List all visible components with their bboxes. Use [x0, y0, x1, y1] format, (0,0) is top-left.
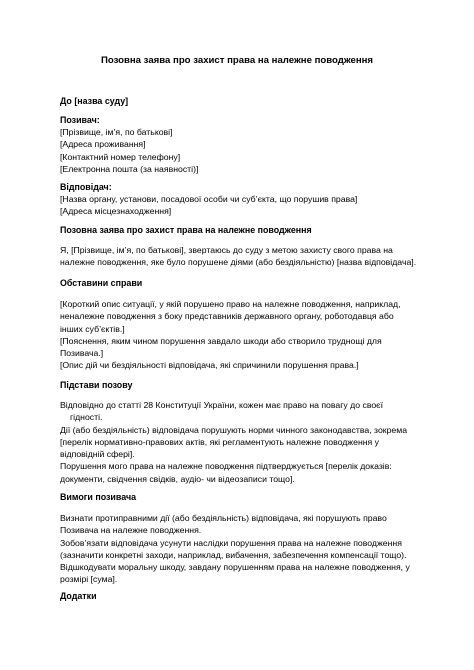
attachments-section — [60, 590, 420, 602]
plaintiff-phone: [Контактний номер телефону] — [60, 151, 181, 162]
grounds-line: Відповідно до статті 28 Конституції України, кожен має право на повагу до своєї — [60, 400, 384, 410]
claim-line: належне поводження, яке було порушене діями (або бездіяльністю) [назва відповідача]. — [60, 257, 417, 268]
demands-heading: Вимоги позивача — [60, 492, 137, 502]
circumstances-line: [Опис дій чи бездіяльності відповідача, які спричинили порушення права.] — [60, 360, 359, 371]
grounds-line: [перелік нормативно-правових актів, які регламентують належне поводження у — [60, 436, 380, 447]
demands-section — [60, 491, 420, 503]
defendant-address: [Адреса місцезнаходження] — [60, 206, 172, 217]
circumstances-line: [Короткий опис ситуації, у якій порушено право на належне поводження, наприклад, — [60, 299, 401, 309]
claim-heading: Позовна заява про захист права на належне поводження — [60, 225, 312, 235]
circumstances-section — [60, 277, 420, 289]
circumstances-heading: Обставини справи — [60, 278, 143, 288]
plaintiff-heading: Позивач: — [60, 115, 100, 125]
claim-body — [60, 244, 420, 269]
demands-line: (зазначити конкретні заходи, наприклад, вибачення, забезпечення компенсації тощо). — [60, 549, 407, 560]
grounds-heading: Підстави позову — [60, 380, 133, 390]
grounds-line: Порушення мого права на належне поводження підтверджується [перелік доказів: — [60, 461, 392, 472]
court-label: До [назва суду] — [60, 96, 129, 106]
document-title: Позовна заява про захист права на належне поводження — [100, 55, 374, 66]
grounds-line: Дії (або бездіяльність) відповідача порушують норми чинного законодавства, зокрема — [60, 424, 408, 435]
circumstances-line: неналежне поводження з боку представників державного органу, роботодавця або — [60, 311, 394, 322]
demands-body — [60, 512, 420, 586]
defendant-name: [Назва органу, установи, посадової особи чи суб’єкта, що порушив права] — [60, 194, 358, 204]
court-section — [60, 95, 420, 107]
demands-line: розмірі [сума]. — [60, 574, 118, 585]
circumstances-line: Позивача.] — [60, 348, 104, 359]
demands-line: Зобов’язати відповідача усунути наслідки порушення права на належне поводження — [60, 537, 402, 548]
demands-line: Визнати протиправними дії (або бездіяльність) відповідача, які порушують право — [60, 513, 387, 523]
grounds-body — [60, 399, 420, 485]
claim-section — [60, 224, 420, 236]
attachments-heading: Додатки — [60, 591, 97, 601]
demands-line: Відшкодувати моральну шкоду, завдану порушенням права на належне поводження, у — [60, 562, 410, 573]
claim-line: Я, [Прізвище, ім’я, по батькові], звертаюсь до суду з метою захисту свого права на — [60, 245, 393, 255]
circumstances-line: інших суб’єктів.] — [60, 323, 125, 334]
grounds-section — [60, 379, 420, 391]
plaintiff-name: [Прізвище, ім’я, по батькові] — [60, 127, 173, 137]
defendant-heading: Відповідач: — [60, 182, 112, 192]
grounds-line: гідності. — [70, 412, 103, 423]
plaintiff-email: [Електронна пошта (за наявності)] — [60, 163, 199, 174]
circumstances-body — [60, 298, 420, 372]
plaintiff-address: [Адреса проживання] — [60, 139, 146, 150]
defendant-section — [60, 181, 420, 218]
plaintiff-section — [60, 114, 420, 175]
grounds-line: відповідній сфері]. — [60, 449, 135, 460]
grounds-line: документи, свідчення свідків, аудіо- чи відеозаписи тощо]. — [60, 473, 295, 484]
demands-line: Позивача на належне поводження. — [60, 525, 202, 536]
circumstances-line: [Пояснення, яким чином порушення завдало шкоди або створило труднощі для — [60, 335, 382, 346]
